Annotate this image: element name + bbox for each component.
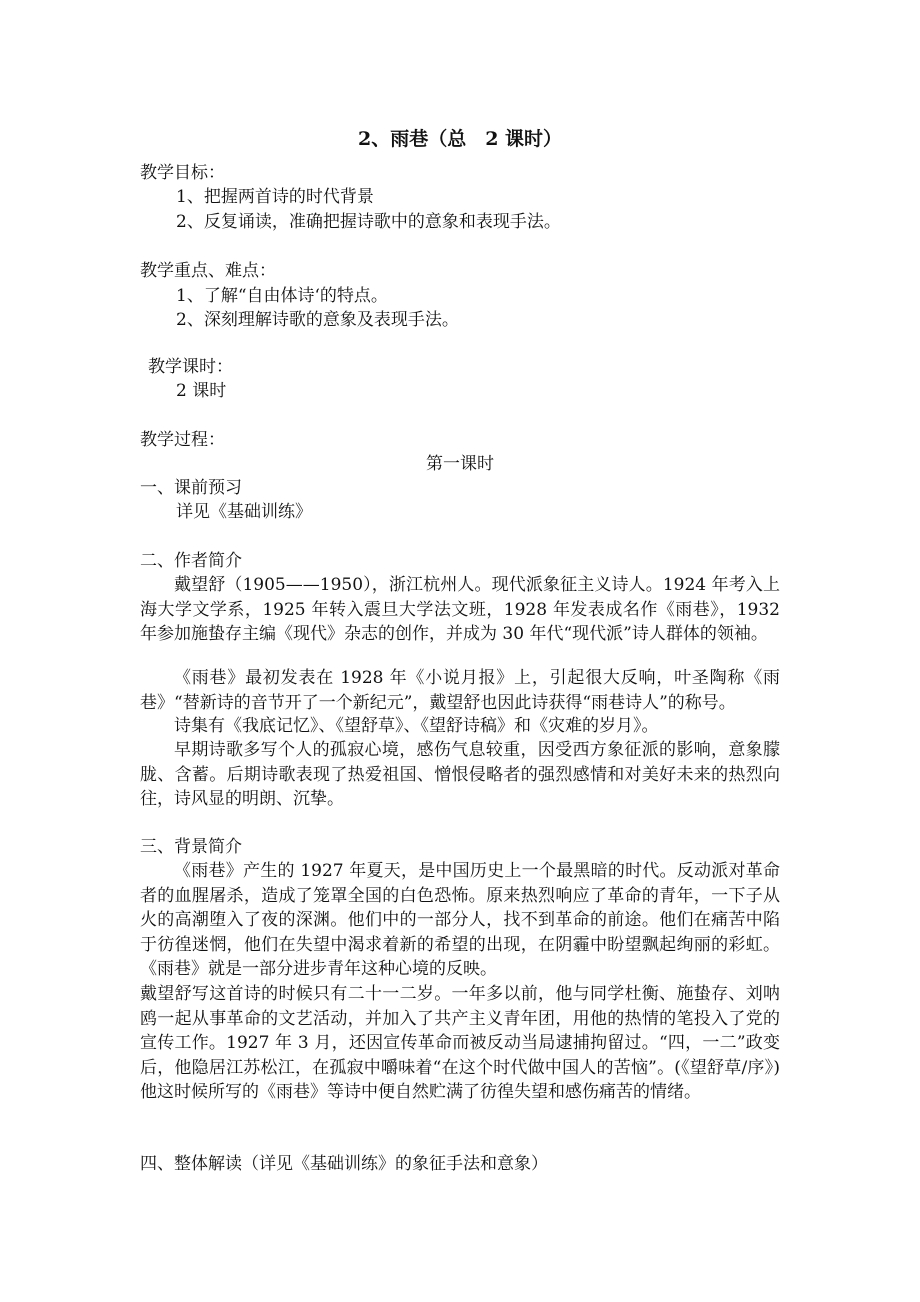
paragraph: 《雨巷》最初发表在 1928 年《小说月报》上，引起很大反响，叶圣陶称《雨巷》“替新诗的音节开了一个新纪元”，戴望舒也因此诗获得“雨巷诗人”的称号。 — [140, 668, 780, 713]
keypoints-heading: 教学重点、难点： — [140, 261, 276, 281]
lesson-heading: 第一课时 — [426, 454, 494, 474]
hours-heading: 教学课时： — [148, 357, 233, 377]
process-heading: 教学过程： — [140, 430, 225, 450]
paragraph: 早期诗歌多写个人的孤寂心境，感伤气息较重，因受西方象征派的影响，意象朦胧、含蓄。后期诗歌表现了热爱祖国、憎恨侵略者的强烈感情和对美好未来的热烈向往，诗风显的明朗、沉挚。 — [140, 740, 780, 809]
keypoint-item: 2、深刻理解诗歌的意象及表现手法。 — [176, 310, 459, 330]
section-body: 详见《基础训练》 — [176, 502, 312, 522]
objective-item: 2、反复诵读，准确把握诗歌中的意象和表现手法。 — [176, 212, 561, 232]
objectives-heading: 教学目标： — [140, 163, 225, 183]
paragraph: 戴望舒（1905——1950），浙江杭州人。现代派象征主义诗人。1924 年考入上海大学文学系，1925 年转入震旦大学法文班，1928 年发表成名作《雨巷》，1932 年参加施蛰存主编《现代》杂志的创作，并成为 30 年代“现代派”诗人群体的领袖。 — [140, 575, 780, 644]
section-heading: 四、整体解读（详见《基础训练》的象征手法和意象） — [140, 1154, 548, 1174]
section-heading: 一、课前预习 — [140, 478, 242, 498]
section-heading: 二、作者简介 — [140, 551, 242, 571]
objective-item: 1、把握两首诗的时代背景 — [176, 187, 374, 207]
keypoint-item: 1、了解“自由体诗‘的特点。 — [176, 286, 388, 306]
hours-value: 2 课时 — [176, 381, 227, 401]
section-heading: 三、背景简介 — [140, 837, 242, 857]
page-title: 2、雨巷（总 2 课时） — [357, 128, 563, 150]
paragraph: 诗集有《我底记忆》、《望舒草》、《望舒诗稿》和《灾难的岁月》。 — [174, 716, 659, 736]
paragraph: 戴望舒写这首诗的时候只有二十一二岁。一年多以前，他与同学杜衡、施蛰存、刘呐鸥一起从事革命的文艺活动，并加入了共产主义青年团，用他的热情的笔投入了党的宣传工作。1927 年 3 月，还因宣传革命而被反动当局逮捕拘留过。“四，一二”政变后，他隐居江苏松江，在孤寂中嚼味着“在这个时代做中国人的苦恼”。(《望舒草/序》) 他这时候所写的《雨巷》等诗中便自然贮满了彷徨失望和感伤痛苦的情绪。 — [140, 984, 780, 1102]
paragraph: 《雨巷》产生的 1927 年夏天，是中国历史上一个最黑暗的时代。反动派对革命者的血腥屠杀，造成了笼罩全国的白色恐怖。原来热烈响应了革命的青年，一下子从火的高潮堕入了夜的深渊。他们中的一部分人，找不到革命的前途。他们在痛苦中陷于彷徨迷惘，他们在失望中渴求着新的希望的出现，在阴霾中盼望飘起绚丽的彩虹。《雨巷》就是一部分进步青年这种心境的反映。 — [140, 861, 780, 979]
